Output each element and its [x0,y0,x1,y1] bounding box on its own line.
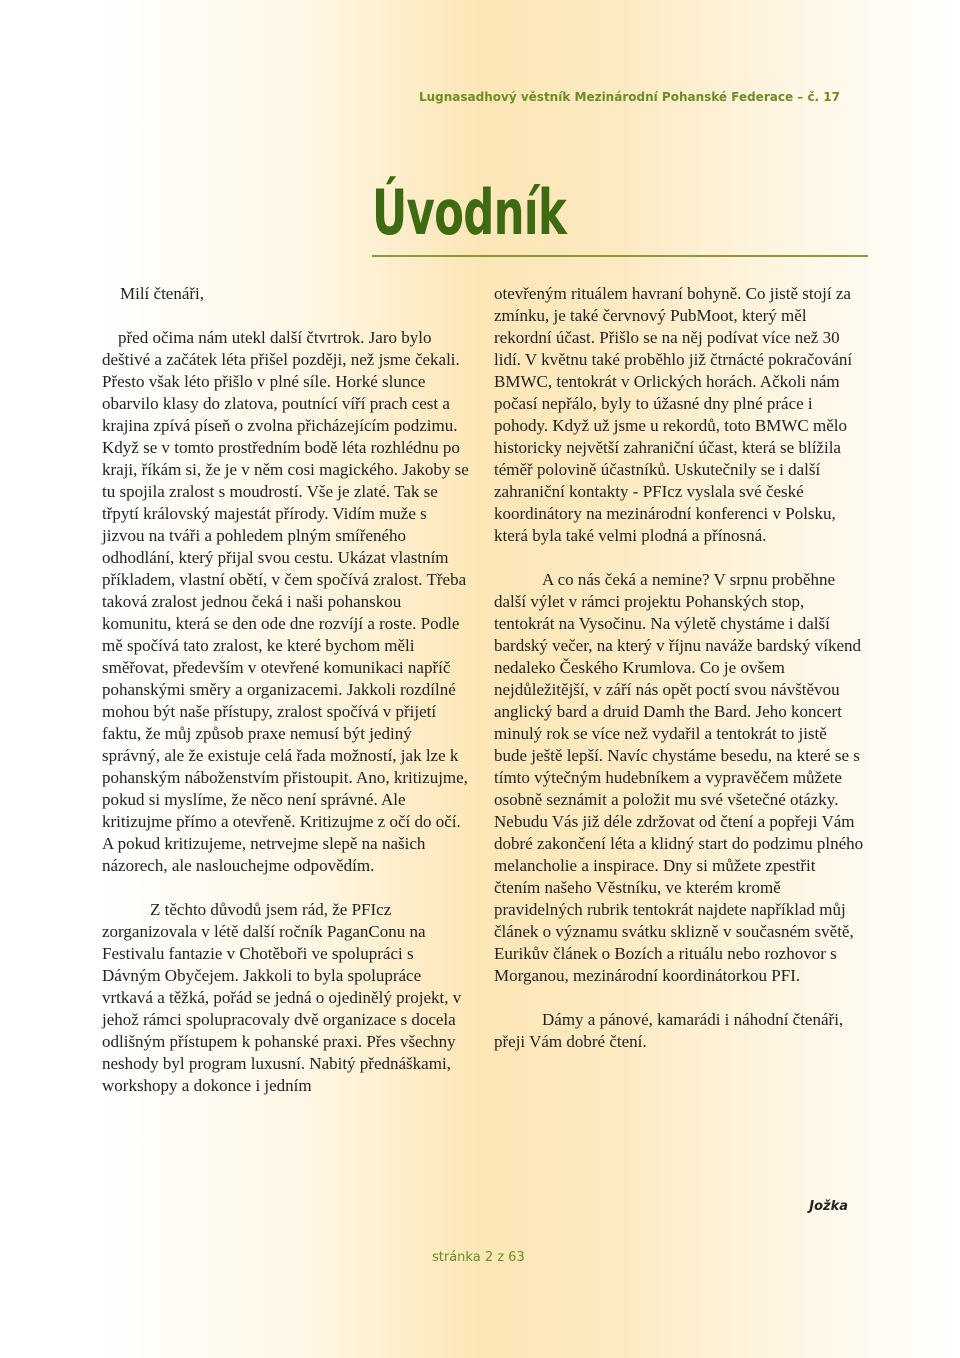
paragraph-pagancon: Z těchto důvodů jsem rád, že PFIcz zorganizovala v létě další ročník PaganConu na Festivalu fantazie v Chotěboři ve spolupráci s Dávným Obyčejem. Jakkoli to byla spolupráce vrtkavá a těžká, pořád se jedná o ojedinělý projekt, v jehož rámci spolupracovaly dvě organizace s docela odlišným přístupem k pohanské praxi. Přes všechny neshody byl program luxusní. Nabitý přednáškami, workshopy a dokonce i jedním [102,900,462,1095]
page-number: stránka 2 z 63 [432,1250,525,1265]
left-column [102,283,472,1097]
paragraph-intro: před očima nám utekl další čtvrtrok. Jaro bylo deštivé a začátek léta přišel později, než jsme čekali. Přesto však léto přišlo v plné síle. Horké slunce obarvilo klasy do zlatova, poutnící víří prach cest a krajina zpívá píseň o zvolna přicházejícím podzimu. Když se v tomto prostředním bodě léta rozhlédnu po kraji, říkám si, že je v něm cosi magického. Jakoby se tu spojila zralost s moudrostí. Vše je zlaté. Tak se třpytí královský majestát přírody. Vidím muže s jizvou na tváři a pohledem plným smířeného odhodlání, který přijal svou cestu. Ukázat vlastním příkladem, vlastní obětí, v čem spočívá zralost. Třeba taková zralost jednou čeká i naši pohanskou komunitu, která se den ode dne rozvíjí a roste. Podle mě spočívá tato zralost, ke které bychom měli směřovat, především v otevřené komunikaci napříč pohanskými směry a organizacemi. Jakkoli rozdílné mohou být naše přístupy, zralost spočívá v přijetí faktu, že můj způsob praxe nemusí být jediný správný, ale že existuje celá řada možností, jak lze k pohanským náboženstvím přistoupit. Ano, kritizujme, pokud si myslíme, že něco není správné. Ale kritizujme přímo a otevřeně. Kritizujme z očí do očí. A pokud kritizujeme, netrvejme slepě na našich názorech, ale naslouchejme odpovědím. [102,328,469,875]
greeting: Milí čtenáři, [120,284,205,303]
author-signature: Jožka [809,1199,848,1214]
right-column [494,283,864,1053]
title-underline [372,255,868,257]
paragraph-events: otevřeným rituálem havraní bohyně. Co jistě stojí za zmínku, je také červnový PubMoot, který měl rekordní účast. Přišlo se na něj podívat více než 30 lidí. V květnu také proběhlo již čtrnácté pokračování BMWC, tentokrát v Orlických horách. Ačkoli nám počasí nepřálo, byly to úžasné dny plné práce i pohody. Když už jsme u rekordů, toto BMWC mělo historicky největší zahraniční účast, která se blížila téměř polovině účastníků. Uskutečnily se i další zahraniční kontakty - PFIcz vyslala své české koordinátory na mezinárodní konferenci v Polsku, která byla také velmi plodná a přínosná. [494,284,853,545]
paragraph-upcoming: A co nás čeká a nemine? V srpnu proběhne další výlet v rámci projektu Pohanských stop, tentokrát na Vysočinu. Na výletě chystáme i další bardský večer, na který v říjnu naváže bardský víkend nedaleko Českého Krumlova. Co je ovšem nejdůležitější, v září nás opět poctí svou návštěvou anglický bard a druid Damh the Bard. Jeho koncert minulý rok se více než vydařil a tentokrát to jistě bude ještě lepší. Navíc chystáme besedu, na které se s tímto výtečným hudebníkem a vypravěčem můžete osobně seznámit a položit mu své všetečné otázky. Nebudu Vás již déle zdržovat od čtení a popřeji Vám dobré zakončení léta a klidný start do podzimu plného melancholie a inspirace. Dny si můžete zpestřit čtením našeho Věstníku, ve kterém kromě pravidelných rubrik tentokrát najdete například můj článek o významu svátku sklizně v současném světě, Eurikův článek o Bozích a rituálu nebo rozhovor s Morganou, mezinárodní koordinátorkou PFI. [494,570,864,985]
newsletter-header: Lugnasadhový věstník Mezinárodní Pohanské Federace – č. 17 [418,90,840,104]
paragraph-closing: Dámy a pánové, kamarádi i náhodní čtenáři, přeji Vám dobré čtení. [494,1010,844,1051]
page-title: Úvodník [372,176,567,249]
